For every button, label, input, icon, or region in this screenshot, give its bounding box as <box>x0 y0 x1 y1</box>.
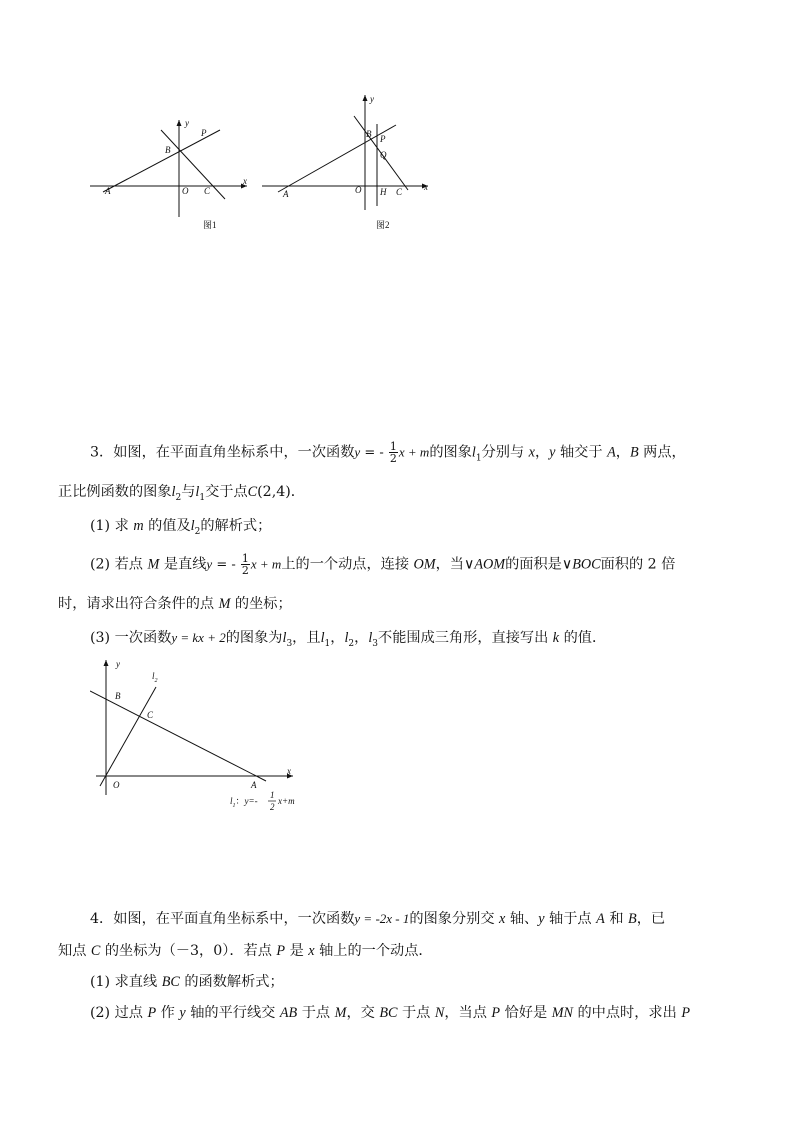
label-b: B <box>115 691 121 701</box>
fraction-half: $\frac{1}{2}$ <box>241 552 249 577</box>
figure-1-caption: 图1 <box>203 220 217 230</box>
label-y: y <box>185 118 189 128</box>
q3-part-2-cont: 时，请求出符合条件的点 M 的坐标； <box>58 596 292 612</box>
q4-part-1: (1) 求直线 BC 的函数解析式； <box>90 974 284 990</box>
label-p: P <box>380 134 386 144</box>
q3-part-2: (2) 若点 M 是直线y = - $\frac{1}{2}$ x + m上的一个动点，连接 OM，当∨AOM的面积是∨BOC面积的 2 倍 <box>90 552 676 577</box>
svg-text:x+m: x+m <box>278 796 295 806</box>
q4-part-2: (2) 过点 P 作 y 轴的平行线交 AB 于点 M，交 BC 于点 N，当点 P 恰好是 MN 的中点时，求出 P <box>90 1005 690 1021</box>
label-l2: $l_2$ <box>152 671 158 684</box>
label-b: B <box>165 145 171 155</box>
svg-text:l1：y=-: $l_1$：y=- <box>230 796 258 809</box>
label-c: C <box>147 710 154 720</box>
label-p: P <box>201 128 207 138</box>
label-a: A <box>251 780 257 790</box>
label-o: O <box>182 186 189 196</box>
line-ab <box>278 125 396 192</box>
figure-3 <box>90 655 330 815</box>
label-y: y <box>370 94 374 104</box>
figure-1 <box>85 112 255 237</box>
svg-text:1: 1 <box>270 790 275 800</box>
label-o: O <box>355 185 362 195</box>
q3-line-1: 3．如图，在平面直角坐标系中，一次函数y = - $\frac{1}{2}$ x + m的图象$l_1$分别与 x，y 轴交于 A，B 两点， <box>90 440 686 465</box>
label-x: x <box>287 766 291 776</box>
q3-part-1: (1) 求 m 的值及$l_2$的解析式； <box>90 518 272 537</box>
line-l1 <box>90 691 266 781</box>
q3-line-2: 正比例函数的图象$l_2$与$l_1$交于点C(2,4)． <box>58 484 305 503</box>
label-q: Q <box>380 150 387 160</box>
q3-part-3: (3) 一次函数y = kx + 2的图象为$l_3$，且$l_1$，$l_2$，$l_3$不能围成三角形，直接写出 k 的值． <box>90 630 607 649</box>
label-h: H <box>380 187 387 197</box>
label-x: x <box>243 176 247 186</box>
line-bc <box>161 130 225 199</box>
line-ab <box>103 130 220 192</box>
label-b: B <box>366 129 372 139</box>
label-o: O <box>113 780 120 790</box>
label-c: C <box>396 187 403 197</box>
equation-l1 <box>230 790 295 812</box>
fraction-half: $\frac{1}{2}$ <box>389 440 397 465</box>
label-a: A <box>283 189 289 199</box>
figure-2-caption: 图2 <box>376 220 390 230</box>
figure-2 <box>258 92 438 237</box>
label-a: A <box>105 186 111 196</box>
label-y: y <box>116 659 120 669</box>
line-l2 <box>100 687 156 786</box>
q4-line-1: 4．如图，在平面直角坐标系中，一次函数y = -2x - 1的图象分别交 x 轴、y 轴于点 A 和 B，已 <box>90 911 666 927</box>
label-x: x <box>424 182 428 192</box>
label-c: C <box>204 186 211 196</box>
q4-line-2: 知点 C 的坐标为（－3，0）．若点 P 是 x 轴上的一个动点． <box>58 943 433 959</box>
svg-text:2: 2 <box>270 802 275 812</box>
